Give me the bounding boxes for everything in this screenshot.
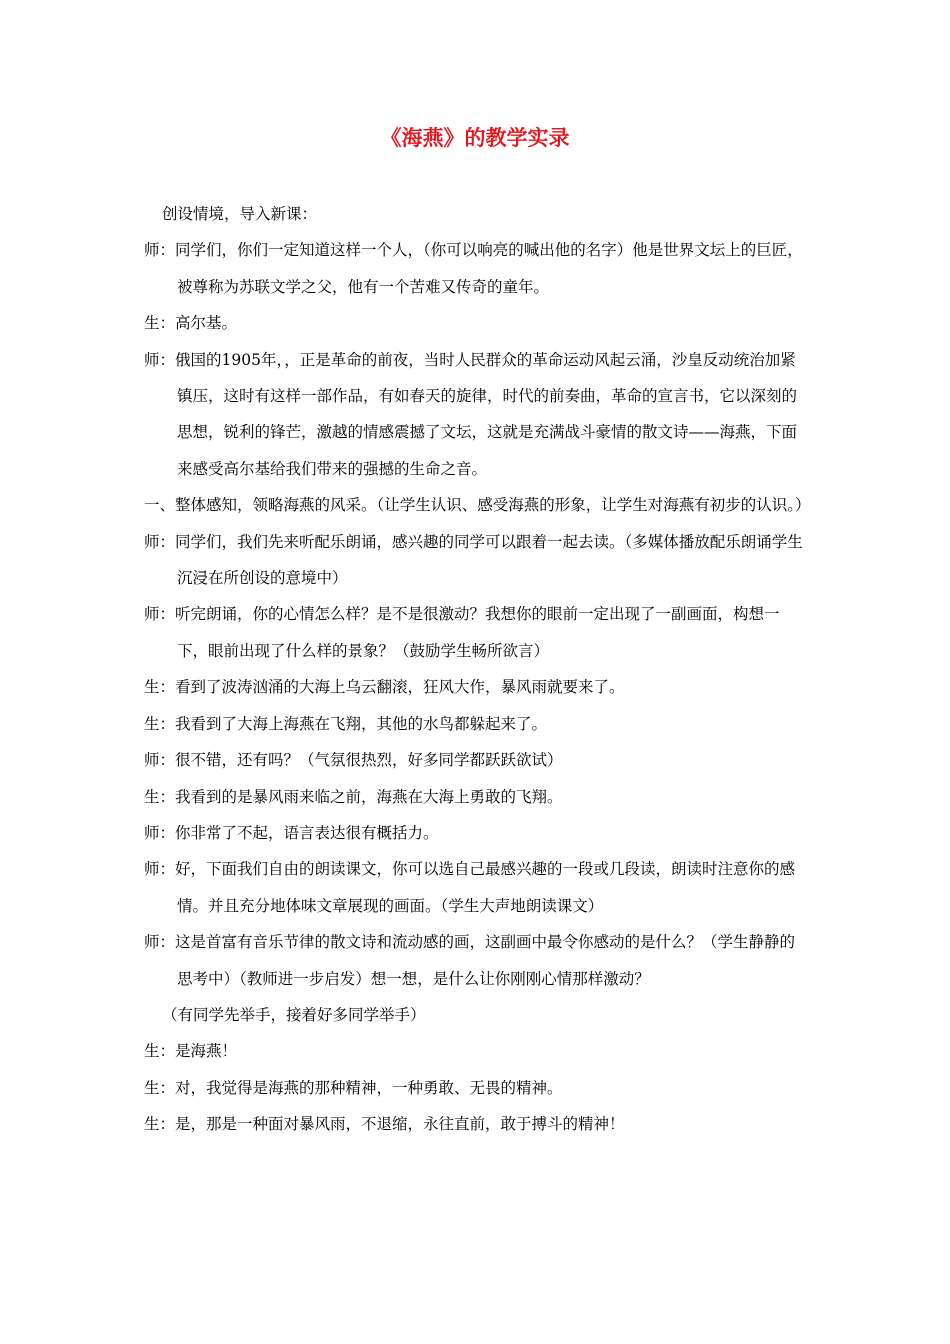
dialogue-line: 师：俄国的1905年，，正是革命的前夜，当时人民群众的革命运动风起云涌，沙皇反动统治加紧镇压，这时有这样一部作品，有如春天的旋律，时代的前奏曲，革命的宣言书，它以深刻的思想，锐利的锋芒，激越的情感震撼了文坛，这就是充满战斗豪情的散文诗——海燕，下面来感受高尔基给我们带来的强撼的生命之音。 <box>144 350 798 478</box>
dialogue-line: 师：你非常了不起，语言表达很有概括力。 <box>144 823 439 842</box>
dialogue-line: 师：听完朗诵，你的心情怎么样？是不是很激动？我想你的眼前一定出现了一副画面，构想一下，眼前出现了什么样的景象？（鼓励学生畅所欲言） <box>144 605 780 660</box>
dialogue-line: 生：高尔基。 <box>144 314 238 333</box>
dialogue-line: 生：我看到了大海上海燕在飞翔，其他的水鸟都躲起来了。 <box>144 714 548 733</box>
dialogue-line: 生：是海燕！ <box>144 1042 238 1061</box>
document-body <box>144 196 809 1143</box>
dialogue-line: 师：很不错，还有吗？（气氛很热烈，好多同学都跃跃欲试） <box>144 751 563 770</box>
dialogue-line: 生：对，我觉得是海燕的那种精神，一种勇敢、无畏的精神。 <box>144 1078 563 1097</box>
section-intro: 创设情境，导入新课： <box>162 205 318 223</box>
dialogue-line: 生：我看到的是暴风雨来临之前，海燕在大海上勇敢的飞翔。 <box>144 787 563 806</box>
dialogue-line: 师：好，下面我们自由的朗读课文，你可以选自己最感兴趣的一段或几段读，朗读时注意你的感情。并且充分地体味文章展现的画面。（学生大声地朗读课文） <box>144 860 796 915</box>
dialogue-line: 师：同学们，我们先来听配乐朗诵，感兴趣的同学可以跟着一起去读。（多媒体播放配乐朗诵学生沉浸在所创设的意境中） <box>144 532 803 588</box>
dialogue-line: 生：看到了波涛汹涌的大海上乌云翻滚，狂风大作，暴风雨就要来了。 <box>144 678 625 697</box>
stage-note: （有同学先举手，接着好多同学举手） <box>162 1005 426 1024</box>
dialogue-line: 师：同学们，你们一定知道这样一个人，（你可以响亮的喊出他的名字）他是世界文坛上的巨匠，被尊称为苏联文学之父，他有一个苦难又传奇的童年。 <box>144 241 803 296</box>
document-title: 《海燕》的教学实录 <box>380 125 570 150</box>
dialogue-line: 生：是，那是一种面对暴风雨，不退缩，永往直前，敢于搏斗的精神！ <box>144 1115 625 1134</box>
dialogue-line: 师：这是首富有音乐节律的散文诗和流动感的画，这副画中最令你感动的是什么？（学生静静的思考中）（教师进一步启发）想一想，是什么让你刚刚心情那样激动？ <box>144 933 796 988</box>
section-heading: 一、整体感知，领略海燕的风采。（让学生认识、感受海燕的形象，让学生对海燕有初步的认识。） <box>144 496 811 515</box>
